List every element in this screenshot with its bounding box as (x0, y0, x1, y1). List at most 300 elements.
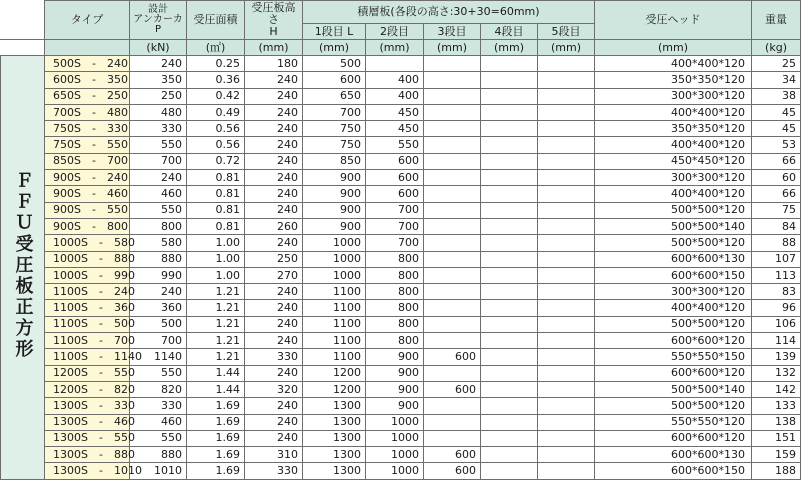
cell-stack-2: 700 (366, 235, 424, 251)
unit-anchor: (kN) (130, 40, 187, 56)
cell-pressure-head: 500*500*140 (595, 218, 752, 234)
cell-weight: 138 (752, 414, 801, 430)
table-row (1, 88, 801, 104)
cell-stack-3: 600 (424, 381, 481, 397)
cell-pressure-head: 600*600*130 (595, 447, 752, 463)
cell-stack-1: 1200 (303, 381, 366, 397)
cell-pressure-head: 500*500*120 (595, 398, 752, 414)
cell-stack-4 (481, 218, 538, 234)
cell-stack-1: 1100 (303, 300, 366, 316)
cell-stack-1: 750 (303, 121, 366, 137)
cell-area: 0.36 (187, 72, 245, 88)
cell-stack-1: 1300 (303, 430, 366, 446)
cell-plate-height: 180 (245, 56, 303, 72)
cell-stack-3 (424, 284, 481, 300)
cell-stack-4 (481, 300, 538, 316)
cell-weight: 53 (752, 137, 801, 153)
cell-weight: 106 (752, 316, 801, 332)
cell-weight: 113 (752, 267, 801, 283)
cell-weight: 132 (752, 365, 801, 381)
cell-type: 1300S - 880 (45, 447, 130, 463)
cell-type: 900S - 550 (45, 202, 130, 218)
header-pressure-head: 受圧ヘッド (595, 1, 752, 40)
cell-anchor-force: 550 (130, 202, 187, 218)
cell-pressure-head: 550*550*150 (595, 349, 752, 365)
cell-stack-4 (481, 267, 538, 283)
cell-anchor-force: 880 (130, 251, 187, 267)
cell-stack-3 (424, 267, 481, 283)
cell-stack-2: 900 (366, 349, 424, 365)
cell-stack-5 (538, 381, 595, 397)
cell-stack-2: 450 (366, 104, 424, 120)
cell-stack-3 (424, 137, 481, 153)
cell-stack-4 (481, 186, 538, 202)
cell-pressure-head: 350*350*120 (595, 121, 752, 137)
cell-type: 850S - 700 (45, 153, 130, 169)
cell-anchor-force: 500 (130, 316, 187, 332)
cell-stack-2: 400 (366, 72, 424, 88)
cell-stack-2: 1000 (366, 463, 424, 479)
cell-anchor-force: 700 (130, 153, 187, 169)
table-row (1, 414, 801, 430)
cell-anchor-force: 1010 (130, 463, 187, 479)
cell-stack-2: 1000 (366, 447, 424, 463)
cell-plate-height: 240 (245, 398, 303, 414)
cell-plate-height: 240 (245, 186, 303, 202)
cell-stack-4 (481, 72, 538, 88)
cell-stack-3 (424, 153, 481, 169)
cell-stack-2 (366, 56, 424, 72)
cell-type: 1200S - 820 (45, 381, 130, 397)
cell-stack-2: 800 (366, 284, 424, 300)
cell-stack-4 (481, 414, 538, 430)
cell-pressure-head: 500*500*140 (595, 381, 752, 397)
cell-plate-height: 240 (245, 284, 303, 300)
cell-stack-1: 850 (303, 153, 366, 169)
cell-stack-2: 450 (366, 121, 424, 137)
cell-anchor-force: 250 (130, 88, 187, 104)
cell-area: 0.42 (187, 88, 245, 104)
cell-area: 0.81 (187, 202, 245, 218)
cell-anchor-force: 330 (130, 398, 187, 414)
cell-stack-4 (481, 235, 538, 251)
cell-plate-height: 330 (245, 463, 303, 479)
cell-type: 1000S - 990 (45, 267, 130, 283)
unit-stack-4: (mm) (481, 40, 538, 56)
cell-type: 1200S - 550 (45, 365, 130, 381)
table-row (1, 447, 801, 463)
cell-plate-height: 310 (245, 447, 303, 463)
cell-stack-1: 1100 (303, 333, 366, 349)
cell-type: 900S - 460 (45, 186, 130, 202)
cell-stack-3: 600 (424, 463, 481, 479)
cell-stack-3 (424, 333, 481, 349)
cell-stack-2: 1000 (366, 414, 424, 430)
cell-weight: 139 (752, 349, 801, 365)
cell-area: 1.21 (187, 316, 245, 332)
cell-pressure-head: 600*600*150 (595, 267, 752, 283)
cell-stack-5 (538, 56, 595, 72)
cell-pressure-head: 400*400*120 (595, 300, 752, 316)
units-row (1, 40, 801, 56)
cell-stack-1: 1100 (303, 284, 366, 300)
cell-plate-height: 240 (245, 88, 303, 104)
cell-stack-1: 750 (303, 137, 366, 153)
cell-type: 1300S - 460 (45, 414, 130, 430)
cell-weight: 25 (752, 56, 801, 72)
cell-stack-1: 1300 (303, 447, 366, 463)
cell-stack-3 (424, 398, 481, 414)
cell-stack-3 (424, 170, 481, 186)
cell-stack-1: 1300 (303, 398, 366, 414)
table-row (1, 251, 801, 267)
cell-stack-5 (538, 218, 595, 234)
cell-type: 900S - 800 (45, 218, 130, 234)
cell-anchor-force: 240 (130, 284, 187, 300)
cell-stack-4 (481, 349, 538, 365)
cell-weight: 107 (752, 251, 801, 267)
table-row (1, 170, 801, 186)
cell-stack-4 (481, 251, 538, 267)
cell-stack-4 (481, 153, 538, 169)
cell-stack-3 (424, 202, 481, 218)
cell-area: 1.69 (187, 447, 245, 463)
cell-stack-1: 500 (303, 56, 366, 72)
cell-stack-5 (538, 414, 595, 430)
cell-weight: 75 (752, 202, 801, 218)
cell-stack-4 (481, 104, 538, 120)
cell-stack-4 (481, 56, 538, 72)
unit-stack-3: (mm) (424, 40, 481, 56)
header-stack-2: 2段目 (366, 24, 424, 40)
header-stack-4: 4段目 (481, 24, 538, 40)
cell-type: 1100S - 700 (45, 333, 130, 349)
cell-stack-4 (481, 365, 538, 381)
cell-stack-4 (481, 316, 538, 332)
cell-weight: 38 (752, 88, 801, 104)
cell-stack-5 (538, 88, 595, 104)
cell-anchor-force: 550 (130, 430, 187, 446)
table-row (1, 365, 801, 381)
cell-anchor-force: 240 (130, 56, 187, 72)
cell-plate-height: 250 (245, 251, 303, 267)
cell-type: 1100S - 240 (45, 284, 130, 300)
unit-weight: (kg) (752, 40, 801, 56)
cell-type: 1100S - 500 (45, 316, 130, 332)
cell-stack-1: 900 (303, 202, 366, 218)
cell-type: 1300S - 1010 (45, 463, 130, 479)
cell-stack-2: 1000 (366, 430, 424, 446)
cell-area: 0.25 (187, 56, 245, 72)
cell-area: 1.21 (187, 333, 245, 349)
table-row (1, 218, 801, 234)
cell-stack-5 (538, 72, 595, 88)
cell-stack-3 (424, 251, 481, 267)
header-stack-1: 1段目 L (303, 24, 366, 40)
cell-plate-height: 240 (245, 430, 303, 446)
table-row (1, 349, 801, 365)
cell-stack-2: 800 (366, 251, 424, 267)
cell-plate-height: 240 (245, 316, 303, 332)
cell-type: 900S - 240 (45, 170, 130, 186)
cell-stack-1: 1000 (303, 235, 366, 251)
unit-stack-5: (mm) (538, 40, 595, 56)
cell-area: 1.21 (187, 300, 245, 316)
table-row (1, 463, 801, 479)
cell-type: 1000S - 880 (45, 251, 130, 267)
cell-type: 750S - 330 (45, 121, 130, 137)
cell-anchor-force: 360 (130, 300, 187, 316)
cell-stack-2: 900 (366, 365, 424, 381)
cell-pressure-head: 450*450*120 (595, 153, 752, 169)
cell-stack-4 (481, 170, 538, 186)
cell-stack-3 (424, 88, 481, 104)
cell-stack-5 (538, 316, 595, 332)
cell-plate-height: 240 (245, 170, 303, 186)
cell-stack-5 (538, 235, 595, 251)
cell-stack-1: 1000 (303, 251, 366, 267)
cell-stack-4 (481, 88, 538, 104)
table-row (1, 235, 801, 251)
cell-type: 1300S - 330 (45, 398, 130, 414)
cell-stack-1: 1300 (303, 414, 366, 430)
cell-stack-2: 600 (366, 186, 424, 202)
cell-anchor-force: 330 (130, 121, 187, 137)
cell-stack-1: 900 (303, 170, 366, 186)
cell-stack-3 (424, 104, 481, 120)
table-row (1, 104, 801, 120)
cell-stack-3 (424, 218, 481, 234)
cell-stack-4 (481, 121, 538, 137)
cell-stack-4 (481, 137, 538, 153)
cell-stack-4 (481, 447, 538, 463)
cell-stack-2: 550 (366, 137, 424, 153)
cell-stack-5 (538, 430, 595, 446)
cell-area: 0.49 (187, 104, 245, 120)
cell-anchor-force: 350 (130, 72, 187, 88)
cell-stack-5 (538, 186, 595, 202)
cell-pressure-head: 500*500*120 (595, 316, 752, 332)
cell-weight: 114 (752, 333, 801, 349)
cell-area: 0.81 (187, 186, 245, 202)
cell-pressure-head: 300*300*120 (595, 284, 752, 300)
cell-area: 0.56 (187, 121, 245, 137)
table-row (1, 333, 801, 349)
cell-plate-height: 260 (245, 218, 303, 234)
table-row (1, 284, 801, 300)
cell-type: 750S - 550 (45, 137, 130, 153)
cell-stack-1: 1000 (303, 267, 366, 283)
cell-stack-1: 1300 (303, 463, 366, 479)
header-weight: 重量 (752, 1, 801, 40)
cell-stack-1: 1100 (303, 316, 366, 332)
cell-weight: 34 (752, 72, 801, 88)
cell-stack-5 (538, 349, 595, 365)
cell-stack-1: 1200 (303, 365, 366, 381)
units-corner (1, 40, 45, 56)
side-label-cell (1, 56, 45, 480)
cell-weight: 96 (752, 300, 801, 316)
cell-stack-3 (424, 186, 481, 202)
table-row (1, 381, 801, 397)
table-row (1, 430, 801, 446)
header-type: タイプ (45, 1, 130, 40)
cell-anchor-force: 990 (130, 267, 187, 283)
cell-weight: 66 (752, 153, 801, 169)
cell-plate-height: 240 (245, 414, 303, 430)
cell-pressure-head: 600*600*150 (595, 463, 752, 479)
cell-plate-height: 240 (245, 104, 303, 120)
cell-anchor-force: 700 (130, 333, 187, 349)
table-row (1, 121, 801, 137)
cell-stack-5 (538, 170, 595, 186)
cell-stack-3 (424, 121, 481, 137)
cell-area: 0.81 (187, 170, 245, 186)
unit-area: (㎡) (187, 40, 245, 56)
cell-plate-height: 240 (245, 202, 303, 218)
cell-anchor-force: 820 (130, 381, 187, 397)
cell-anchor-force: 880 (130, 447, 187, 463)
cell-pressure-head: 550*550*120 (595, 414, 752, 430)
cell-stack-3 (424, 414, 481, 430)
table-row (1, 300, 801, 316)
cell-area: 1.00 (187, 251, 245, 267)
cell-weight: 188 (752, 463, 801, 479)
cell-stack-1: 900 (303, 186, 366, 202)
table-row (1, 267, 801, 283)
cell-pressure-head: 500*500*120 (595, 235, 752, 251)
cell-stack-5 (538, 267, 595, 283)
cell-type: 500S - 240 (45, 56, 130, 72)
cell-anchor-force: 480 (130, 104, 187, 120)
cell-weight: 60 (752, 170, 801, 186)
cell-type: 1100S - 360 (45, 300, 130, 316)
cell-stack-3 (424, 235, 481, 251)
cell-stack-1: 900 (303, 218, 366, 234)
cell-stack-2: 400 (366, 88, 424, 104)
cell-plate-height: 270 (245, 267, 303, 283)
cell-stack-5 (538, 251, 595, 267)
cell-stack-3 (424, 72, 481, 88)
cell-area: 1.21 (187, 349, 245, 365)
cell-stack-3 (424, 300, 481, 316)
header-stack-5: 5段目 (538, 24, 595, 40)
cell-stack-2: 800 (366, 300, 424, 316)
cell-plate-height: 240 (245, 365, 303, 381)
cell-type: 1300S - 550 (45, 430, 130, 446)
cell-type: 600S - 350 (45, 72, 130, 88)
cell-stack-4 (481, 284, 538, 300)
unit-head: (mm) (595, 40, 752, 56)
cell-weight: 84 (752, 218, 801, 234)
cell-anchor-force: 240 (130, 170, 187, 186)
table-row (1, 137, 801, 153)
cell-plate-height: 240 (245, 235, 303, 251)
cell-pressure-head: 350*350*120 (595, 72, 752, 88)
cell-plate-height: 240 (245, 137, 303, 153)
cell-stack-3 (424, 316, 481, 332)
cell-pressure-head: 400*400*120 (595, 186, 752, 202)
cell-stack-2: 600 (366, 153, 424, 169)
header-stack-3: 3段目 (424, 24, 481, 40)
cell-weight: 151 (752, 430, 801, 446)
table-row (1, 72, 801, 88)
cell-area: 0.72 (187, 153, 245, 169)
cell-stack-2: 900 (366, 381, 424, 397)
cell-stack-4 (481, 430, 538, 446)
cell-anchor-force: 550 (130, 137, 187, 153)
cell-area: 1.69 (187, 414, 245, 430)
cell-stack-3 (424, 365, 481, 381)
units-type (45, 40, 130, 56)
cell-stack-3: 600 (424, 349, 481, 365)
cell-pressure-head: 400*400*120 (595, 56, 752, 72)
cell-stack-4 (481, 333, 538, 349)
table-row (1, 186, 801, 202)
cell-stack-5 (538, 104, 595, 120)
cell-stack-5 (538, 153, 595, 169)
cell-stack-4 (481, 381, 538, 397)
cell-area: 1.69 (187, 430, 245, 446)
cell-pressure-head: 300*300*120 (595, 88, 752, 104)
cell-stack-5 (538, 333, 595, 349)
cell-pressure-head: 400*400*120 (595, 104, 752, 120)
cell-area: 1.21 (187, 284, 245, 300)
table-body (1, 56, 801, 480)
cell-weight: 83 (752, 284, 801, 300)
cell-anchor-force: 550 (130, 365, 187, 381)
unit-stack-2: (mm) (366, 40, 424, 56)
cell-anchor-force: 580 (130, 235, 187, 251)
cell-type: 1100S - 1140 (45, 349, 130, 365)
cell-stack-5 (538, 447, 595, 463)
cell-stack-4 (481, 202, 538, 218)
cell-area: 1.00 (187, 235, 245, 251)
cell-stack-1: 600 (303, 72, 366, 88)
cell-plate-height: 240 (245, 121, 303, 137)
cell-pressure-head: 600*600*130 (595, 251, 752, 267)
cell-area: 1.69 (187, 463, 245, 479)
cell-weight: 159 (752, 447, 801, 463)
cell-pressure-head: 300*300*120 (595, 170, 752, 186)
cell-plate-height: 320 (245, 381, 303, 397)
header-corner (1, 1, 45, 40)
header-area: 受圧面積 (187, 1, 245, 40)
cell-stack-4 (481, 398, 538, 414)
header-anchor-force: 設計 アンカーカ P (130, 1, 187, 40)
cell-anchor-force: 800 (130, 218, 187, 234)
cell-plate-height: 330 (245, 349, 303, 365)
table-row (1, 56, 801, 72)
cell-weight: 133 (752, 398, 801, 414)
cell-stack-2: 800 (366, 267, 424, 283)
cell-area: 1.44 (187, 381, 245, 397)
unit-height: (mm) (245, 40, 303, 56)
cell-stack-5 (538, 202, 595, 218)
cell-stack-3 (424, 430, 481, 446)
cell-weight: 88 (752, 235, 801, 251)
unit-stack-1: (mm) (303, 40, 366, 56)
cell-stack-4 (481, 463, 538, 479)
cell-stack-3 (424, 56, 481, 72)
cell-stack-5 (538, 365, 595, 381)
cell-weight: 45 (752, 121, 801, 137)
cell-anchor-force: 460 (130, 414, 187, 430)
cell-anchor-force: 460 (130, 186, 187, 202)
cell-type: 650S - 250 (45, 88, 130, 104)
cell-stack-1: 650 (303, 88, 366, 104)
cell-weight: 45 (752, 104, 801, 120)
